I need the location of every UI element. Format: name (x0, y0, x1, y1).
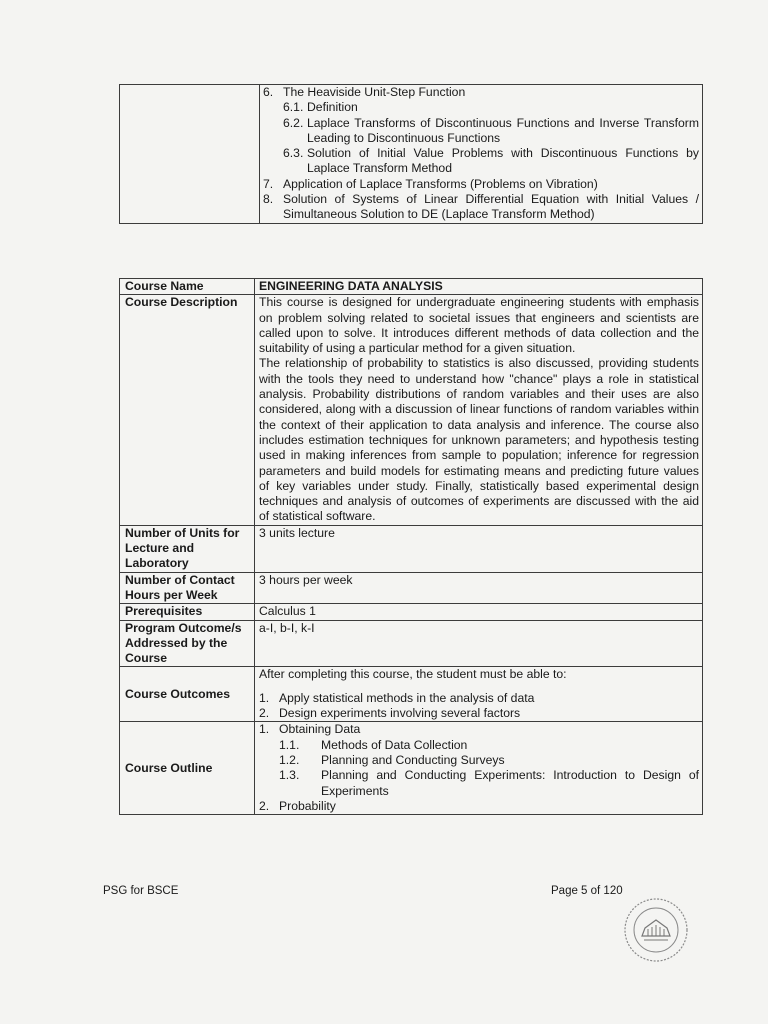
item-text: The Heaviside Unit-Step Function (283, 85, 466, 99)
list-item (283, 100, 699, 115)
contact-hours-value: 3 hours per week (255, 572, 703, 604)
list-item (283, 146, 699, 177)
list-item (259, 706, 699, 721)
list-item (259, 691, 699, 706)
item-text: Design experiments involving several factors (279, 706, 521, 721)
item-number: 6. (263, 85, 274, 99)
footer-program-label: PSG for BSCE (103, 885, 179, 897)
list-item (279, 753, 699, 768)
item-number: 2. (259, 706, 270, 721)
table-row (120, 295, 703, 525)
program-outcomes-value: a-I, b-I, k-I (255, 620, 703, 667)
course-outcomes-label: Course Outcomes (120, 667, 255, 722)
course-outline-label: Course Outline (120, 722, 255, 815)
list-item (263, 192, 699, 223)
course-description-label: Course Description (120, 295, 255, 525)
outcomes-list (259, 691, 699, 722)
item-text: Probability (279, 798, 336, 813)
seal-icon (622, 896, 690, 964)
course-outcomes-value (255, 667, 703, 722)
list-item (259, 799, 699, 814)
table-row (120, 722, 703, 815)
previous-course-table (119, 84, 703, 224)
item-text: Solution of Systems of Linear Differential Equation with Initial Values / Simultaneous Solution to DE (Laplace Transform Method) (283, 192, 699, 222)
list-item (259, 722, 699, 737)
units-value: 3 units lecture (255, 525, 703, 572)
empty-label-cell (120, 85, 260, 224)
item-number: 1.2. (279, 752, 300, 767)
item-number: 1. (259, 690, 270, 705)
item-number: 1.1. (279, 737, 300, 752)
table-row (120, 85, 703, 224)
units-label: Number of Units for Lecture and Laboratory (120, 525, 255, 572)
course-name-label: Course Name (120, 279, 255, 295)
item-text: Definition (307, 100, 358, 115)
item-text: Planning and Conducting Experiments: Introduction to Design of Experiments (321, 768, 699, 798)
item-text: Solution of Initial Value Problems with Discontinuous Functions by Laplace Transform Method (307, 146, 699, 176)
outline-list (263, 85, 699, 223)
item-text: Methods of Data Collection (321, 737, 468, 752)
description-paragraph: The relationship of probability to statistics is also discussed, providing students with the tools they need to understand how "chance" plays a role in statistical analysis. Probability distributions of random variables and their uses are also considered, along with a discussion of linear functions of random variables within the context of their application to data analysis and inference. The course also includes estimation techniques for unknown parameters; and hypothesis testing used in making inferences from sample to population; inference for regression parameters and build models for estimating means and predicting future values of key variables under study. Finally, statistically based experimental design techniques and analysis of outcomes of experiments are discussed with the aid of statistical software. (259, 356, 699, 524)
sub-list (259, 738, 699, 799)
item-number: 6.3. (283, 146, 304, 161)
outline-cell (260, 85, 703, 224)
course-name-value: ENGINEERING DATA ANALYSIS (255, 279, 703, 295)
list-item (279, 768, 699, 799)
program-outcomes-label: Program Outcome/s Addressed by the Course (120, 620, 255, 667)
list-item (283, 116, 699, 147)
item-text: Laplace Transforms of Discontinuous Functions and Inverse Transform Leading to Discontinuous Functions (307, 115, 699, 145)
item-text: Obtaining Data (279, 722, 361, 737)
item-number: 8. (263, 192, 274, 207)
list-item (279, 738, 699, 753)
prerequisites-label: Prerequisites (120, 604, 255, 620)
course-table (119, 278, 703, 815)
item-number: 1.3. (279, 768, 300, 783)
item-number: 7. (263, 176, 274, 191)
table-row (120, 604, 703, 620)
list-item (263, 177, 699, 192)
table-row (120, 667, 703, 722)
sub-list (263, 100, 699, 176)
table-row (120, 279, 703, 295)
item-number: 2. (259, 798, 270, 813)
item-text: Planning and Conducting Surveys (321, 752, 505, 767)
item-text: Application of Laplace Transforms (Problems on Vibration) (283, 176, 598, 191)
outline-list (259, 722, 699, 814)
item-number: 6.1. (283, 100, 304, 115)
description-paragraph: This course is designed for undergraduate engineering students with emphasis on problem solving related to societal issues that engineers and scientists are called upon to solve. It introduces different methods of data collection and the suitability of using a particular method for a given situation. (259, 295, 699, 356)
contact-hours-label: Number of Contact Hours per Week (120, 572, 255, 604)
prerequisites-value: Calculus 1 (255, 604, 703, 620)
item-number: 1. (259, 722, 270, 737)
table-row (120, 525, 703, 572)
course-outline-value (255, 722, 703, 815)
item-text: Apply statistical methods in the analysis of data (279, 690, 535, 705)
table-row (120, 620, 703, 667)
page-number: Page 5 of 120 (551, 885, 623, 897)
course-description-value (255, 295, 703, 525)
list-item (263, 85, 699, 100)
table-row (120, 572, 703, 604)
item-number: 6.2. (283, 115, 304, 130)
outcomes-intro: After completing this course, the student must be able to: (259, 667, 567, 682)
